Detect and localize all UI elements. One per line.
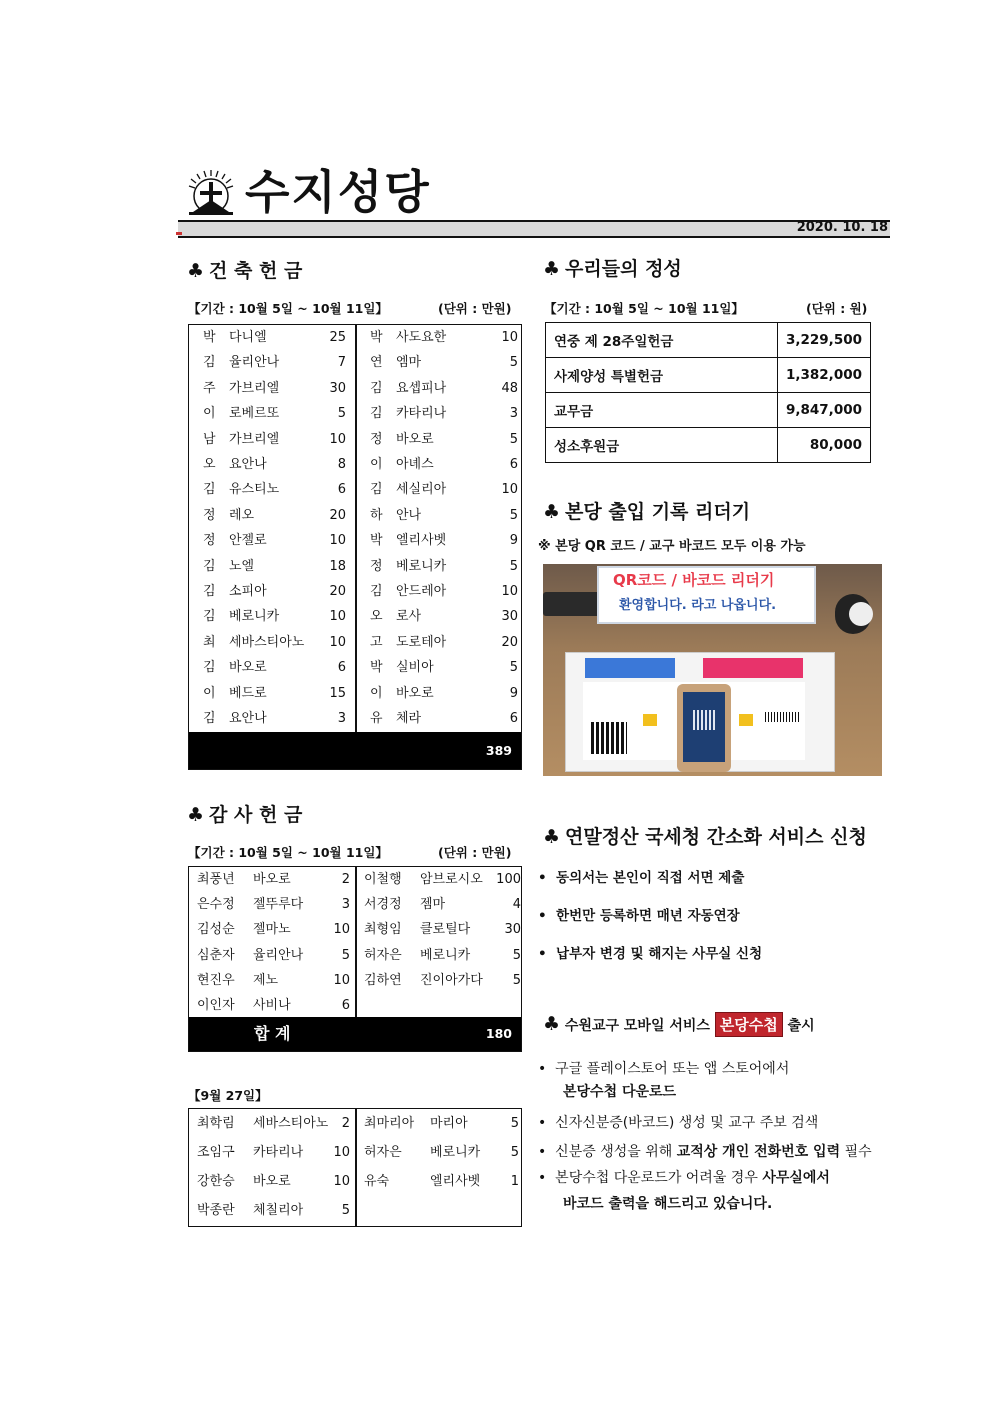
building-fund-amount: 10: [329, 634, 346, 650]
sept27-row: [356, 1109, 521, 1138]
building-fund-row: [189, 655, 354, 680]
sept27-row: [189, 1138, 354, 1167]
building-fund-row: [356, 477, 521, 502]
sept27-surname: 허자은: [364, 1145, 402, 1160]
thanks-offering-row: [356, 943, 521, 968]
thanks-offering-surname: 최형임: [364, 922, 402, 938]
building-fund-amount: 30: [329, 380, 346, 396]
building-fund-surname: 김: [370, 482, 383, 498]
building-fund-surname: 연: [370, 355, 383, 371]
building-fund-row: [356, 401, 521, 426]
thanks-offering-name: 율리안나: [253, 947, 304, 963]
mobile-bullet-4: • 본당수첩 다운로드가 어려울 경우 사무실에서: [538, 1170, 830, 1186]
building-fund-row: [356, 655, 521, 680]
thanks-offering-name: 진이아가다: [420, 972, 483, 988]
sept27-name: 체칠리아: [253, 1203, 304, 1218]
building-fund-name: 아녜스: [396, 457, 434, 472]
building-fund-row: [356, 579, 521, 604]
building-fund-name: 엘리사벳: [396, 533, 447, 549]
thanks-offering-amount: 5: [341, 947, 350, 963]
thanks-offering-name: 젤뚜루다: [253, 897, 304, 913]
offering-label: 성소후원금: [546, 428, 778, 463]
building-fund-name: 도로테아: [396, 634, 447, 650]
sept27-surname: 최학림: [197, 1116, 235, 1131]
sept27-surname: 유숙: [364, 1174, 390, 1189]
building-fund-row: [189, 554, 354, 579]
building-fund-name: 유스티노: [229, 482, 280, 498]
building-fund-surname: 김: [203, 584, 216, 599]
club-icon: ♣: [543, 501, 561, 523]
building-fund-surname: 김: [370, 380, 383, 396]
building-fund-row: [356, 706, 521, 731]
thanks-offering-amount: 5: [512, 972, 521, 988]
building-fund-surname: 하: [370, 507, 383, 523]
building-fund-name: 요안나: [229, 457, 267, 472]
building-fund-name: 바오로: [396, 685, 434, 701]
thanks-offering-amount: 2: [341, 872, 350, 887]
sept27-row: [189, 1167, 354, 1196]
building-fund-row: [189, 706, 354, 731]
offering-label: 교무금: [546, 393, 778, 428]
offering-row: [546, 358, 871, 393]
building-fund-amount: 5: [509, 660, 518, 676]
sept27-row: [189, 1196, 354, 1225]
building-fund-name: 세바스티아노: [229, 634, 305, 650]
building-fund-name: 다니엘: [229, 330, 267, 345]
building-fund-row: [356, 604, 521, 629]
offering-amount: 9,847,000: [777, 393, 870, 428]
building-fund-surname: 김: [203, 711, 216, 726]
building-fund-surname: 박: [370, 660, 383, 676]
building-fund-name: 로베르또: [229, 406, 280, 422]
header-bar: [178, 220, 890, 238]
building-fund-name: 안드레아: [396, 584, 447, 599]
sept27-surname: 박종란: [197, 1203, 235, 1218]
sept27-row: [356, 1167, 521, 1196]
building-fund-name: 로사: [396, 609, 422, 625]
building-fund-name: 소피아: [229, 584, 267, 599]
thanks-offering-amount: 4: [512, 897, 521, 913]
thanks-offering-row: [189, 993, 354, 1018]
building-fund-surname: 김: [370, 584, 383, 599]
building-fund-total-bar: [189, 732, 521, 769]
club-icon: ♣: [187, 260, 205, 282]
thanks-offering-surname: 이철행: [364, 872, 402, 887]
building-fund-amount: 7: [337, 355, 346, 371]
sept27-heading: 【9월 27일】: [188, 1088, 268, 1103]
building-fund-surname: 이: [370, 457, 383, 472]
offering-row: [546, 393, 871, 428]
thanks-offering-surname: 이인자: [197, 998, 235, 1013]
building-fund-name: 가브리엘: [229, 431, 280, 447]
building-fund-amount: 20: [329, 584, 346, 599]
thanks-offering-amount: 3: [341, 897, 350, 913]
sept27-amount: 1: [510, 1174, 519, 1189]
building-fund-amount: 10: [329, 533, 346, 549]
building-fund-amount: 5: [509, 507, 518, 523]
offerings-table: [545, 322, 871, 463]
building-fund-name: 카타리나: [396, 406, 447, 422]
building-fund-row: [189, 579, 354, 604]
thanks-offering-amount: 6: [341, 998, 350, 1013]
building-fund-surname: 정: [203, 533, 216, 549]
building-fund-surname: 이: [203, 685, 216, 701]
building-fund-surname: 유: [370, 711, 383, 726]
building-fund-total: 389: [485, 743, 512, 758]
thanks-offering-amount: 30: [504, 922, 521, 938]
building-fund-row: [356, 630, 521, 655]
building-fund-name: 체라: [396, 711, 422, 726]
building-fund-row: [356, 325, 521, 350]
club-icon: ♣: [543, 1013, 561, 1035]
thanks-offering-surname: 김성순: [197, 922, 235, 938]
building-fund-name: 노엘: [229, 558, 255, 574]
building-fund-row: [356, 681, 521, 706]
building-fund-row: [356, 350, 521, 375]
building-fund-amount: 10: [329, 609, 346, 625]
reader-heading: ♣ 본당 출입 기록 리더기: [543, 501, 751, 523]
thanks-offering-amount: 100: [496, 872, 521, 887]
building-fund-row: [189, 350, 354, 375]
thanks-offering-surname: 은수정: [197, 897, 235, 913]
thanks-offering-surname: 최풍년: [197, 872, 235, 887]
building-fund-amount: 6: [509, 457, 518, 472]
sept27-amount: 10: [333, 1174, 350, 1189]
bulletin-date: 2020. 10. 18: [796, 220, 888, 235]
mobile-bullet-2: • 신자신분증(바코드) 생성 및 교구 주보 검색: [538, 1115, 819, 1131]
sept27-name: 엘리사벳: [430, 1174, 481, 1189]
offering-row: [546, 428, 871, 463]
building-fund-name: 율리안나: [229, 355, 280, 371]
building-fund-row: [189, 376, 354, 401]
sept27-surname: 강한승: [197, 1174, 235, 1189]
thanks-offering-surname: 현진우: [197, 972, 235, 988]
building-fund-name: 베로니카: [396, 558, 447, 574]
photo-sign-line2: 환영합니다. 라고 나옵니다.: [619, 598, 777, 613]
building-fund-amount: 20: [501, 634, 518, 650]
offering-amount: 3,229,500: [777, 323, 870, 358]
building-fund-amount: 48: [501, 380, 518, 396]
building-fund-amount: 10: [501, 330, 518, 345]
building-fund-surname: 이: [203, 406, 216, 422]
building-fund-amount: 10: [501, 482, 518, 498]
building-fund-name: 가브리엘: [229, 380, 280, 396]
mobile-bullet-1: • 구글 플레이스토어 또는 앱 스토어에서: [538, 1061, 790, 1077]
thanks-offering-name: 베로니카: [420, 947, 471, 963]
thanks-offering-row: [189, 892, 354, 917]
offerings-heading: ♣ 우리들의 정성: [543, 258, 682, 280]
sept27-name: 베로니카: [430, 1145, 481, 1160]
building-fund-name: 베로니카: [229, 609, 280, 625]
tax-bullet-3: • 납부자 변경 및 해지는 사무실 신청: [538, 946, 763, 962]
thanks-offering-amount: 5: [512, 947, 521, 963]
building-fund-name: 세실리아: [396, 482, 447, 498]
building-fund-surname: 김: [370, 406, 383, 422]
thanks-offering-total-bar: [189, 1017, 521, 1051]
sept27-table: [188, 1108, 522, 1227]
building-fund-row: [189, 630, 354, 655]
building-fund-surname: 박: [203, 330, 216, 345]
building-fund-amount: 5: [337, 406, 346, 422]
building-fund-amount: 15: [329, 685, 346, 701]
building-fund-name: 엠마: [396, 355, 422, 371]
building-fund-row: [189, 452, 354, 477]
sept27-amount: 5: [510, 1116, 519, 1131]
building-fund-surname: 김: [203, 482, 216, 498]
building-fund-row: [356, 376, 521, 401]
building-fund-unit: (단위 : 만원): [438, 301, 512, 316]
building-fund-name: 안나: [396, 507, 422, 523]
offering-row: [546, 323, 871, 358]
building-fund-table: [188, 324, 522, 770]
sept27-amount: 2: [341, 1116, 350, 1131]
building-fund-surname: 정: [203, 507, 216, 523]
thanks-offering-name: 암브로시오: [420, 872, 483, 887]
mobile-bullet-4-line2: 바코드 출력을 해드리고 있습니다.: [563, 1196, 773, 1212]
building-fund-row: [189, 477, 354, 502]
reader-note: ※ 본당 QR 코드 / 교구 바코드 모두 이용 가능: [538, 539, 806, 554]
sept27-surname: 조임구: [197, 1145, 235, 1160]
thanks-offering-row: [356, 917, 521, 942]
thanks-offering-surname: 심춘자: [197, 947, 235, 963]
thanks-offering-total: 180: [485, 1026, 512, 1041]
offering-label: 연중 제 28주일헌금: [546, 323, 778, 358]
building-fund-amount: 5: [509, 355, 518, 371]
header-accent: [176, 232, 182, 235]
building-fund-surname: 김: [203, 660, 216, 676]
sept27-amount: 10: [333, 1145, 350, 1160]
building-fund-name: 요안나: [229, 711, 267, 726]
tax-heading: ♣ 연말정산 국세청 간소화 서비스 신청: [543, 826, 867, 848]
thanks-offering-total-label: 합 계: [254, 1024, 291, 1043]
thanks-offering-row: [356, 892, 521, 917]
thanks-offering-row: [356, 968, 521, 993]
building-fund-row: [189, 528, 354, 553]
mobile-heading: ♣ 수원교구 모바일 서비스 본당수첩 출시: [543, 1013, 815, 1035]
building-fund-surname: 정: [370, 558, 383, 574]
mobile-bullet-3: • 신분증 생성을 위해 교적상 개인 전화번호 입력 필수: [538, 1144, 872, 1160]
building-fund-surname: 박: [370, 533, 383, 549]
building-fund-row: [356, 503, 521, 528]
thanks-offering-name: 젤마노: [253, 922, 291, 938]
building-fund-name: 실비아: [396, 660, 434, 676]
building-fund-row: [189, 604, 354, 629]
building-fund-surname: 최: [203, 634, 216, 650]
thanks-offering-unit: (단위 : 만원): [438, 845, 512, 860]
sept27-name: 카타리나: [253, 1145, 304, 1160]
photo-sign-line1: QR코드 / 바코드 리더기: [613, 571, 775, 589]
building-fund-name: 안젤로: [229, 533, 267, 549]
building-fund-amount: 6: [337, 660, 346, 676]
building-fund-name: 사도요한: [396, 330, 447, 345]
thanks-offering-row: [189, 968, 354, 993]
thanks-offering-amount: 10: [333, 922, 350, 938]
thanks-offering-surname: 서경정: [364, 897, 402, 913]
offerings-unit: (단위 : 원): [806, 301, 868, 316]
sept27-name: 세바스티아노: [253, 1116, 329, 1131]
thanks-offering-name: 클로틸다: [420, 922, 471, 938]
thanks-offering-heading: ♣ 감 사 헌 금: [187, 804, 303, 826]
building-fund-row: [356, 452, 521, 477]
sept27-name: 마리아: [430, 1116, 468, 1131]
thanks-offering-surname: 허자은: [364, 947, 402, 963]
bondang-app-badge: 본당수첩: [715, 1012, 783, 1037]
thanks-offering-name: 바오로: [253, 872, 291, 887]
sept27-amount: 5: [341, 1203, 350, 1218]
building-fund-amount: 10: [329, 431, 346, 447]
building-fund-amount: 10: [501, 584, 518, 599]
building-fund-amount: 9: [509, 685, 518, 701]
offering-label: 사제양성 특별헌금: [546, 358, 778, 393]
thanks-offering-name: 사비나: [253, 998, 291, 1013]
building-fund-row: [189, 427, 354, 452]
sept27-name: 바오로: [253, 1174, 291, 1189]
building-fund-amount: 6: [337, 482, 346, 498]
thanks-offering-row: [189, 917, 354, 942]
building-fund-name: 레오: [229, 507, 255, 523]
sept27-surname: 최마리아: [364, 1116, 415, 1131]
building-fund-amount: 20: [329, 507, 346, 523]
offerings-period: 【기간 : 10월 5일 ~ 10월 11일】: [544, 301, 744, 316]
building-fund-surname: 정: [370, 431, 383, 447]
mobile-bullet-1-line2: 본당수첩 다운로드: [563, 1084, 677, 1100]
tax-bullet-2: • 한번만 등록하면 매년 자동연장: [538, 908, 740, 924]
building-fund-row: [189, 401, 354, 426]
building-fund-row: [189, 325, 354, 350]
thanks-offering-surname: 김하연: [364, 972, 402, 988]
sept27-row: [189, 1109, 354, 1138]
building-fund-heading: ♣ 건 축 헌 금: [187, 260, 303, 282]
building-fund-amount: 30: [501, 609, 518, 625]
offering-amount: 80,000: [777, 428, 870, 463]
church-cross-logo-icon: [185, 168, 237, 220]
building-fund-surname: 박: [370, 330, 383, 345]
building-fund-name: 바오로: [396, 431, 434, 447]
building-fund-surname: 김: [203, 355, 216, 371]
building-fund-amount: 3: [337, 711, 346, 726]
building-fund-surname: 남: [203, 431, 216, 447]
thanks-offering-period: 【기간 : 10월 5일 ~ 10월 11일】: [188, 845, 388, 860]
building-fund-amount: 3: [509, 406, 518, 422]
building-fund-amount: 6: [509, 711, 518, 726]
building-fund-amount: 25: [329, 330, 346, 345]
building-fund-row: [356, 427, 521, 452]
thanks-offering-row: [356, 867, 521, 892]
building-fund-amount: 18: [329, 558, 346, 574]
building-fund-row: [356, 554, 521, 579]
thanks-offering-table: [188, 866, 522, 1052]
building-fund-amount: 9: [509, 533, 518, 549]
thanks-offering-name: 제노: [253, 972, 279, 988]
building-fund-period: 【기간 : 10월 5일 ~ 10월 11일】: [188, 301, 388, 316]
thanks-offering-row: [189, 943, 354, 968]
building-fund-surname: 고: [370, 634, 383, 650]
sept27-amount: 5: [510, 1145, 519, 1160]
building-fund-surname: 김: [203, 609, 216, 625]
club-icon: ♣: [187, 804, 205, 826]
building-fund-name: 베드로: [229, 685, 267, 701]
reader-photo: [543, 564, 882, 776]
building-fund-amount: 5: [509, 558, 518, 574]
thanks-offering-name: 젬마: [420, 897, 446, 913]
building-fund-surname: 오: [203, 457, 216, 472]
offering-amount: 1,382,000: [777, 358, 870, 393]
church-name: 수지성당: [245, 165, 431, 219]
building-fund-surname: 김: [203, 558, 216, 574]
tax-bullet-1: • 동의서는 본인이 직접 서면 제출: [538, 870, 745, 886]
thanks-offering-row: [189, 867, 354, 892]
building-fund-surname: 주: [203, 380, 216, 396]
club-icon: ♣: [543, 258, 561, 280]
sept27-row: [356, 1138, 521, 1167]
building-fund-name: 바오로: [229, 660, 267, 676]
thanks-offering-amount: 10: [333, 972, 350, 988]
building-fund-row: [189, 681, 354, 706]
building-fund-row: [356, 528, 521, 553]
club-icon: ♣: [543, 826, 561, 848]
building-fund-amount: 8: [337, 457, 346, 472]
building-fund-name: 요셉피나: [396, 380, 447, 396]
building-fund-surname: 오: [370, 609, 383, 625]
building-fund-row: [189, 503, 354, 528]
building-fund-surname: 이: [370, 685, 383, 701]
building-fund-amount: 5: [509, 431, 518, 447]
